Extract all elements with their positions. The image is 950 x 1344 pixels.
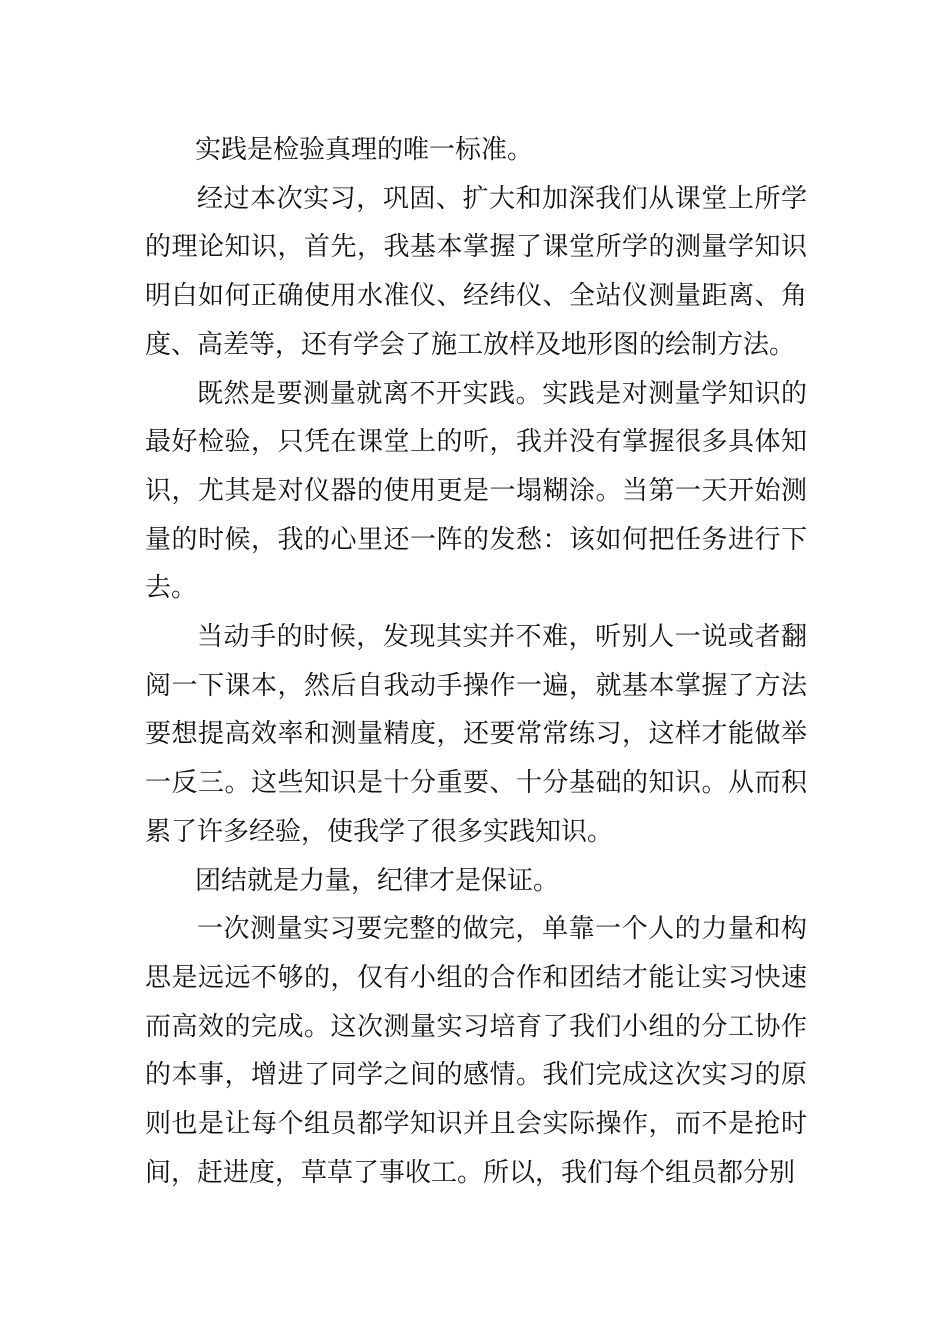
paragraph-internship-summary: 经过本次实习，巩固、扩大和加深我们从课堂上所学的理论知识，首先，我基本掌握了课堂所学的测量学知识明白如何正确使用水准仪、经纬仪、全站仪测量距离、角度、高差等，还有学会了施工放样及地形图的绘制方法。 xyxy=(145,183,807,360)
paragraph-hands-on: 当动手的时候，发现其实并不难，听别人一说或者翻阅一下课本，然后自我动手操作一遍，就基本掌握了方法要想提高效率和测量精度，还要常常练习，这样才能做举一反三。这些知识是十分重要、十分基础的知识。从而积累了许多经验，使我学了很多实践知识。 xyxy=(145,622,807,847)
paragraph-heading-truth: 实践是检验真理的唯一标准。 xyxy=(195,135,534,165)
document-body xyxy=(145,126,807,1197)
paragraph-teamwork: 一次测量实习要完整的做完，单靠一个人的力量和构思是远远不够的，仅有小组的合作和团结才能让实习快速而高效的完成。这次测量实习培育了我们小组的分工协作的本事，增进了同学之间的感情。我们完成这次实习的原则也是让每个组员都学知识并且会实际操作，而不是抢时间，赶进度，草草了事收工。所以，我们每个组员都分别 xyxy=(145,914,807,1188)
paragraph-heading-teamwork: 团结就是力量，纪律才是保证。 xyxy=(195,865,560,896)
paragraph-practice: 既然是要测量就离不开实践。实践是对测量学知识的最好检验，只凭在课堂上的听，我并没有掌握很多具体知识，尤其是对仪器的使用更是一塌糊涂。当第一天开始测量的时候，我的心里还一阵的发愁：该如何把任务进行下去。 xyxy=(145,378,807,604)
